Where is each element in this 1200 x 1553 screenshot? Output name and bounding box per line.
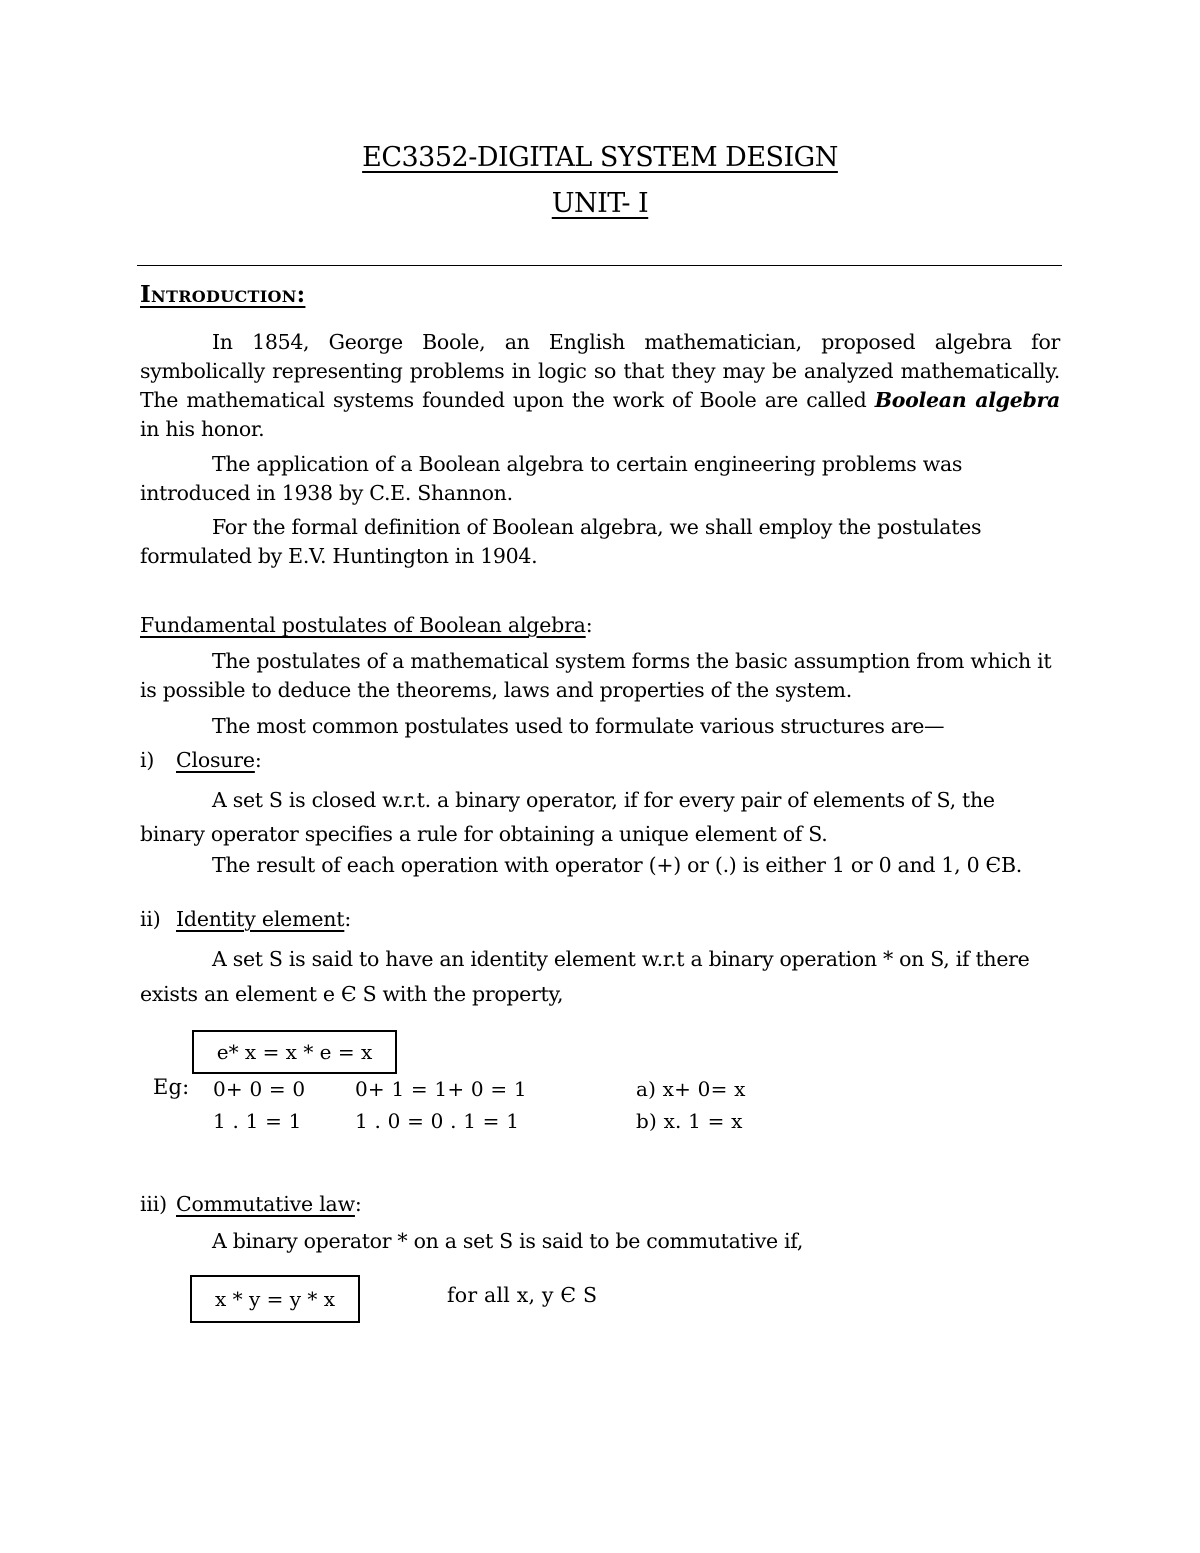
identity-number: ii) bbox=[140, 907, 161, 931]
closure-paragraph-2: The result of each operation with operator (+) or (.) is either 1 or 0 and 1, 0 ЄB. bbox=[212, 853, 1022, 877]
commutative-number: iii) bbox=[140, 1192, 167, 1216]
postulates-heading bbox=[140, 613, 592, 637]
closure-paragraph-1: A set S is closed w.r.t. a binary operator, if for every pair of elements of S, the binary operator specifies a rule for obtaining a unique element of S. bbox=[140, 788, 995, 846]
closure-title: Closure bbox=[176, 748, 255, 772]
closure-heading bbox=[140, 748, 262, 772]
postulates-paragraph-1: The postulates of a mathematical system forms the basic assumption from which it is possible to deduce the theorems, laws and properties of the system. bbox=[140, 649, 1052, 702]
identity-equation-box bbox=[192, 1030, 397, 1074]
postulates-heading-text: Fundamental postulates of Boolean algebra bbox=[140, 613, 586, 637]
commutative-equation: x * y = y * x bbox=[214, 1287, 336, 1311]
closure-colon: : bbox=[254, 748, 262, 772]
intro-paragraph-3: For the formal definition of Boolean algebra, we shall employ the postulates formulated by E.V. Huntington in 1904. bbox=[140, 515, 982, 568]
commutative-paragraph-1: A binary operator * on a set S is said to be commutative if, bbox=[212, 1229, 804, 1253]
commutative-colon: : bbox=[354, 1192, 362, 1216]
identity-colon: : bbox=[344, 907, 352, 931]
postulates-heading-colon: : bbox=[585, 613, 593, 637]
identity-equation: e* x = x * e = x bbox=[216, 1040, 373, 1064]
commutative-title: Commutative law bbox=[176, 1192, 355, 1216]
identity-paragraph-1: A set S is said to have an identity element w.r.t a binary operation * on S, if there exists an element e Є S with the property, bbox=[140, 947, 1030, 1006]
identity-heading bbox=[140, 907, 351, 931]
intro-paragraph-2: The application of a Boolean algebra to certain engineering problems was introduced in 1938 by C.E. Shannon. bbox=[140, 452, 963, 505]
intro-paragraph-1 bbox=[140, 328, 1060, 444]
horizontal-divider bbox=[137, 265, 1062, 266]
closure-number: i) bbox=[140, 748, 155, 772]
intro-p1-text-after: in his honor. bbox=[140, 417, 265, 441]
example-row1-col2: 0+ 1 = 1+ 0 = 1 bbox=[355, 1077, 527, 1101]
intro-p1-text-before: In 1854, George Boole, an English mathematician, proposed algebra for symbolically representing problems in logic so that they may be analyzed mathematically. The mathematical systems founded upon the work of Boole are called bbox=[140, 330, 1060, 412]
example-row1-col1: 0+ 0 = 0 bbox=[213, 1077, 306, 1101]
commutative-equation-box bbox=[190, 1275, 360, 1323]
example-row1-col3: a) x+ 0= x bbox=[636, 1077, 746, 1101]
example-row2-col3: b) x. 1 = x bbox=[636, 1109, 743, 1133]
commutative-heading bbox=[140, 1192, 362, 1216]
unit-title: UNIT- I bbox=[551, 188, 649, 219]
commutative-note: for all x, y Є S bbox=[447, 1283, 598, 1307]
identity-title: Identity element bbox=[176, 907, 345, 931]
example-row2-col2: 1 . 0 = 0 . 1 = 1 bbox=[355, 1109, 520, 1133]
introduction-heading: Introduction: bbox=[140, 281, 306, 308]
example-row2-col1: 1 . 1 = 1 bbox=[213, 1109, 302, 1133]
postulates-paragraph-2: The most common postulates used to formulate various structures are— bbox=[212, 714, 945, 738]
course-title: EC3352-DIGITAL SYSTEM DESIGN bbox=[362, 142, 838, 173]
example-label: Eg: bbox=[153, 1075, 190, 1099]
boolean-algebra-emphasis: Boolean algebra bbox=[874, 388, 1060, 412]
